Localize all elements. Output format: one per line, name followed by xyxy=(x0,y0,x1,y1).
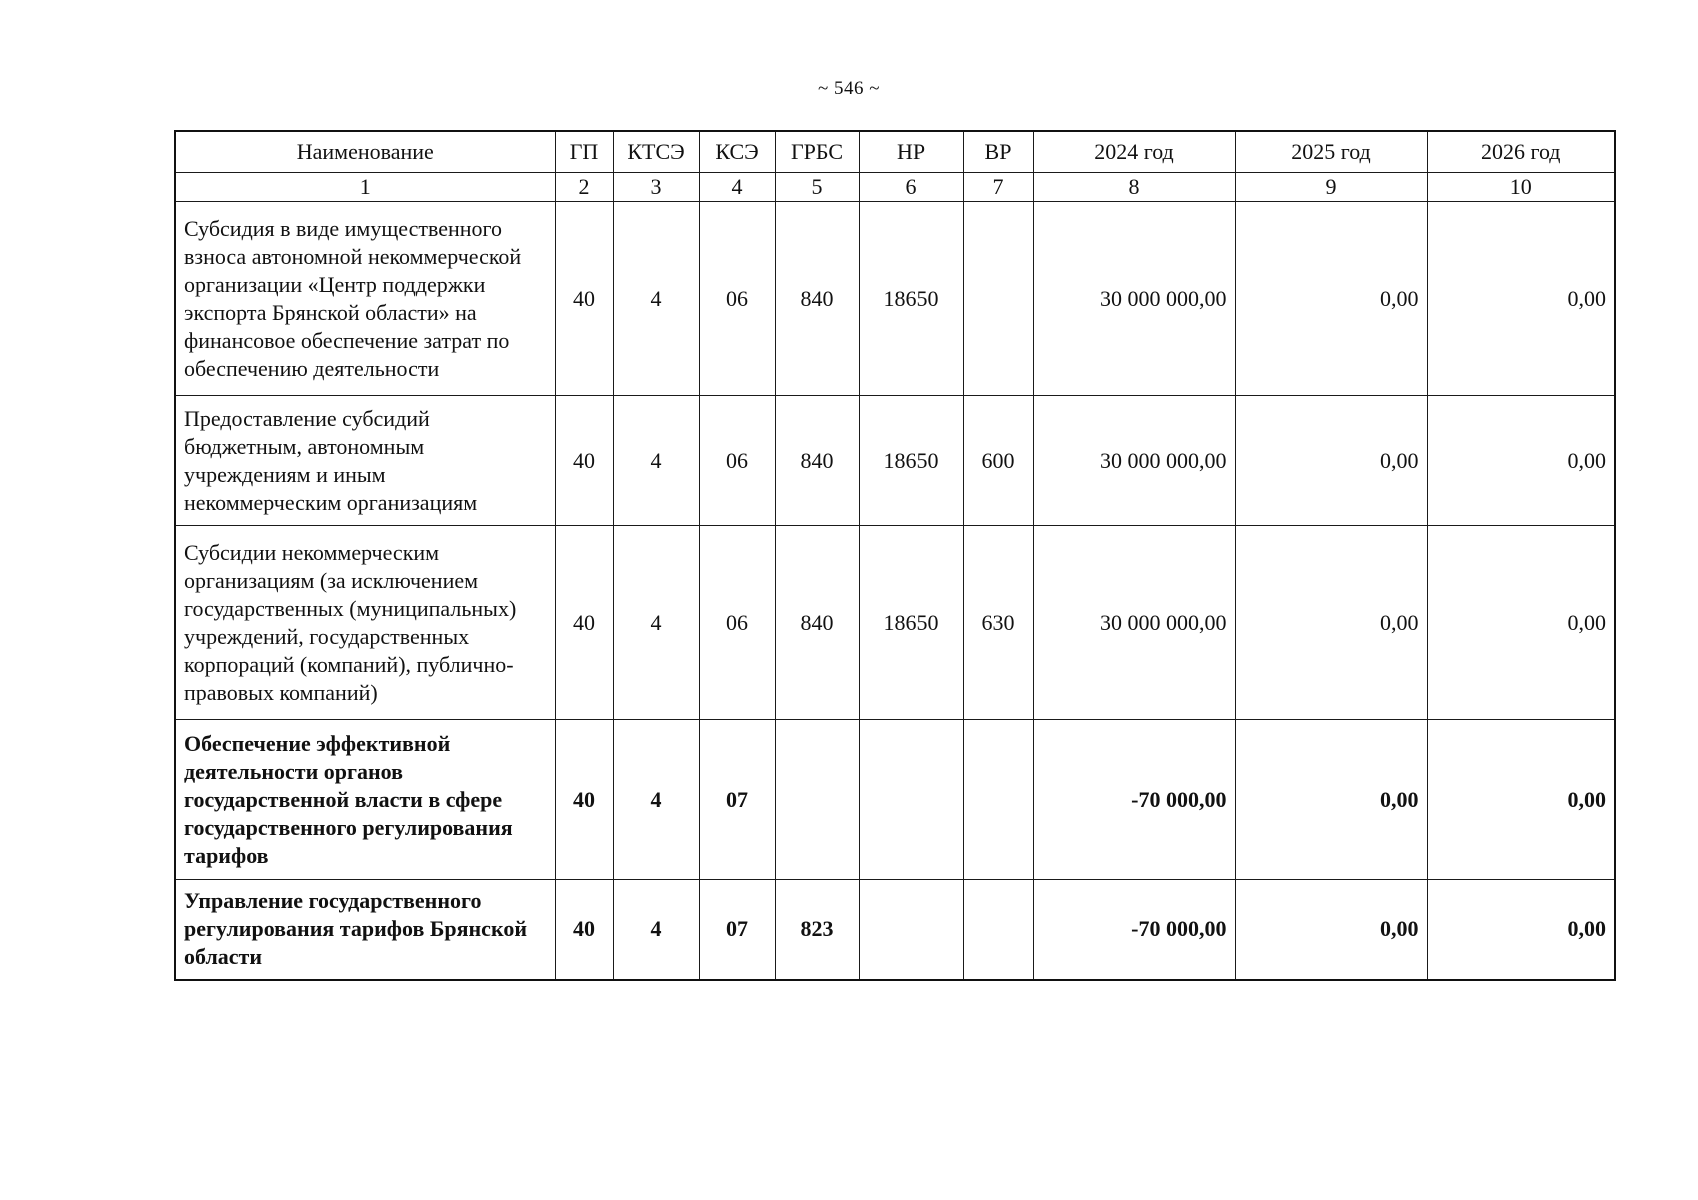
row-gp: 40 xyxy=(555,396,613,526)
budget-table xyxy=(174,130,1616,981)
row-kse: 07 xyxy=(699,720,775,880)
page-number: ~ 546 ~ xyxy=(817,78,881,99)
column-number: 3 xyxy=(613,173,699,202)
table-row xyxy=(175,720,1615,880)
row-amount-2024: 30 000 000,00 xyxy=(1033,396,1235,526)
row-grbs: 840 xyxy=(775,526,859,720)
column-number: 5 xyxy=(775,173,859,202)
column-number: 2 xyxy=(555,173,613,202)
row-amount-2024: 30 000 000,00 xyxy=(1033,526,1235,720)
column-number-row xyxy=(175,173,1615,202)
row-ktse: 4 xyxy=(613,880,699,980)
row-vr: 600 xyxy=(963,396,1033,526)
header-kse: КСЭ xyxy=(699,131,775,173)
row-name: Субсидии некоммерческим организациям (за исключением государственных (муниципальных) учреждений, государственных корпораций (компаний), публично-правовых компаний) xyxy=(175,526,555,720)
row-amount-2026: 0,00 xyxy=(1427,720,1615,880)
row-ktse: 4 xyxy=(613,720,699,880)
column-number: 1 xyxy=(175,173,555,202)
header-2024: 2024 год xyxy=(1033,131,1235,173)
table-row xyxy=(175,880,1615,980)
row-gp: 40 xyxy=(555,880,613,980)
header-gp: ГП xyxy=(555,131,613,173)
table-row xyxy=(175,396,1615,526)
row-name: Обеспечение эффективной деятельности органов государственной власти в сфере государственного регулирования тарифов xyxy=(175,720,555,880)
row-grbs: 840 xyxy=(775,396,859,526)
row-gp: 40 xyxy=(555,526,613,720)
header-ktse: КТСЭ xyxy=(613,131,699,173)
row-ktse: 4 xyxy=(613,526,699,720)
row-ktse: 4 xyxy=(613,396,699,526)
header-2026: 2026 год xyxy=(1427,131,1615,173)
row-vr xyxy=(963,880,1033,980)
row-kse: 06 xyxy=(699,526,775,720)
row-nr: 18650 xyxy=(859,396,963,526)
header-nr: НР xyxy=(859,131,963,173)
column-number: 7 xyxy=(963,173,1033,202)
row-amount-2024: -70 000,00 xyxy=(1033,720,1235,880)
row-grbs: 840 xyxy=(775,202,859,396)
row-amount-2024: -70 000,00 xyxy=(1033,880,1235,980)
column-number: 8 xyxy=(1033,173,1235,202)
row-amount-2025: 0,00 xyxy=(1235,526,1427,720)
row-ktse: 4 xyxy=(613,202,699,396)
table-row xyxy=(175,526,1615,720)
row-kse: 07 xyxy=(699,880,775,980)
table-row xyxy=(175,202,1615,396)
row-vr xyxy=(963,720,1033,880)
header-grbs: ГРБС xyxy=(775,131,859,173)
row-gp: 40 xyxy=(555,720,613,880)
row-name: Предоставление субсидий бюджетным, автономным учреждениям и иным некоммерческим организациям xyxy=(175,396,555,526)
row-amount-2026: 0,00 xyxy=(1427,526,1615,720)
row-nr xyxy=(859,720,963,880)
row-amount-2026: 0,00 xyxy=(1427,396,1615,526)
row-vr: 630 xyxy=(963,526,1033,720)
header-name: Наименование xyxy=(175,131,555,173)
row-kse: 06 xyxy=(699,202,775,396)
header-vr: ВР xyxy=(963,131,1033,173)
row-amount-2026: 0,00 xyxy=(1427,202,1615,396)
row-nr: 18650 xyxy=(859,202,963,396)
row-amount-2026: 0,00 xyxy=(1427,880,1615,980)
column-number: 6 xyxy=(859,173,963,202)
row-kse: 06 xyxy=(699,396,775,526)
row-amount-2025: 0,00 xyxy=(1235,396,1427,526)
row-amount-2024: 30 000 000,00 xyxy=(1033,202,1235,396)
header-row xyxy=(175,131,1615,173)
column-number: 4 xyxy=(699,173,775,202)
row-grbs xyxy=(775,720,859,880)
column-number: 10 xyxy=(1427,173,1615,202)
header-2025: 2025 год xyxy=(1235,131,1427,173)
row-grbs: 823 xyxy=(775,880,859,980)
row-gp: 40 xyxy=(555,202,613,396)
row-name: Управление государственного регулирования тарифов Брянской области xyxy=(175,880,555,980)
row-nr: 18650 xyxy=(859,526,963,720)
row-nr xyxy=(859,880,963,980)
row-name: Субсидия в виде имущественного взноса автономной некоммерческой организации «Центр поддержки экспорта Брянской области» на финансовое обеспечение затрат по обеспечению деятельности xyxy=(175,202,555,396)
column-number: 9 xyxy=(1235,173,1427,202)
row-amount-2025: 0,00 xyxy=(1235,880,1427,980)
row-vr xyxy=(963,202,1033,396)
row-amount-2025: 0,00 xyxy=(1235,720,1427,880)
row-amount-2025: 0,00 xyxy=(1235,202,1427,396)
